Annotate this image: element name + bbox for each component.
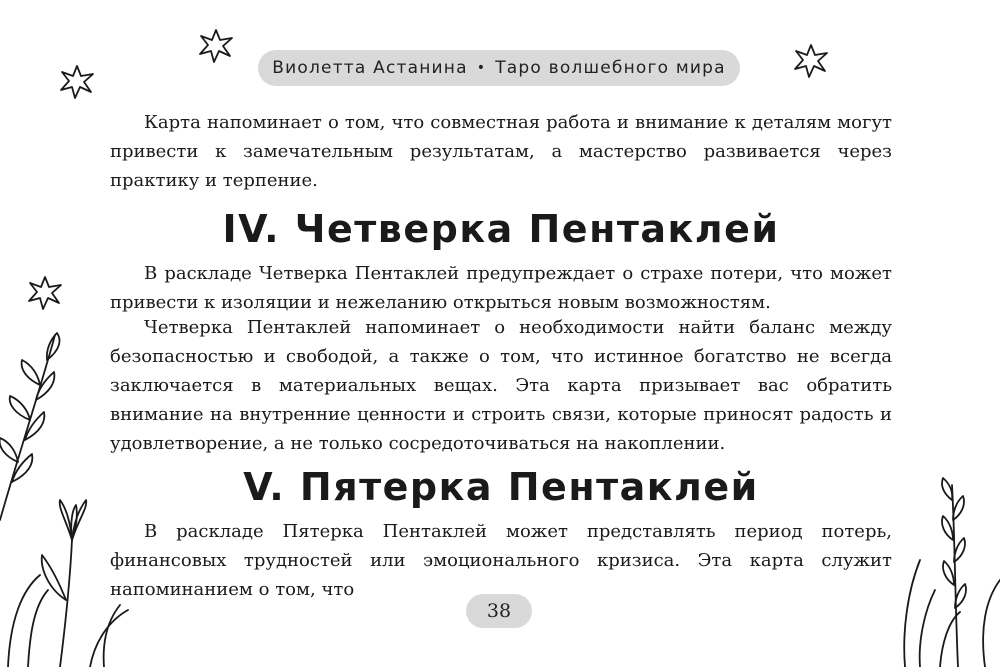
star-icon (61, 66, 93, 98)
star-icon (29, 277, 61, 309)
page-number: 38 (466, 594, 532, 628)
right-grass (904, 560, 1000, 667)
section-iv-paragraph-2: Четверка Пентаклей напоминает о необходимости найти баланс между безопасностью и свободой, а также о том, что истинное богатство не всегда заключается в материальных вещах. Эта карта призывает вас обратить внимание на внутренние ценности и строить связи, которые приносят радость и удовлетворение, а не только сосредоточиваться на накоплении. (110, 317, 892, 454)
section-heading-v: V. Пятерка Пентаклей (243, 465, 759, 509)
star-icon (795, 45, 827, 77)
left-tulip (42, 500, 87, 667)
section-v-paragraph-1: В раскладе Пятерка Пентаклей может представлять период потерь, финансовых трудностей или эмоционального кризиса. Эта карта служит напоминанием о том, что (110, 521, 892, 600)
section-iv-paragraph-1: В раскладе Четверка Пентаклей предупреждает о страхе потери, что может привести к изоляции и нежеланию открыться новым возможностям. (110, 263, 892, 313)
header-author: Виолетта Астанина (272, 58, 468, 78)
star-icon (200, 30, 232, 62)
running-header (258, 50, 740, 86)
intro-paragraph: Карта напоминает о том, что совместная работа и внимание к деталям могут привести к замечательным результатам, а мастерство развивается через практику и терпение. (110, 112, 892, 191)
right-leaf-branch (942, 478, 966, 667)
header-separator: • (476, 60, 487, 76)
header-book-title: Таро волшебного мира (495, 58, 726, 78)
section-heading-iv: IV. Четверка Пентаклей (222, 207, 780, 251)
left-leaf-branch (0, 333, 60, 520)
